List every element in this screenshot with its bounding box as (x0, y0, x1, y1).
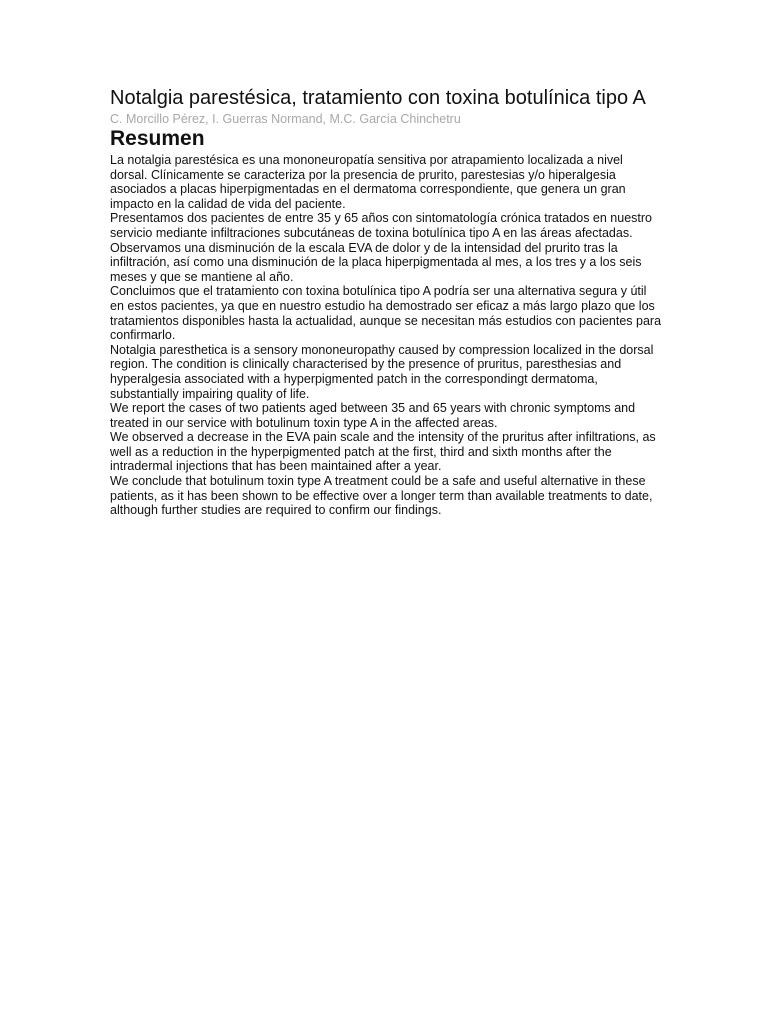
abstract-paragraph: Notalgia paresthetica is a sensory mononeuropathy caused by compression localized in the dorsal region. The condition is clinically characterised by the presence of pruritus, paresthesias and hyperalgesia associated with a hyperpigmented patch in the correspondingt dermatoma, substantially impairing quality of life. (110, 342, 654, 401)
document (110, 86, 662, 518)
abstract-paragraph: We observed a decrease in the EVA pain scale and the intensity of the pruritus after infiltrations, as well as a reduction in the hyperpigmented patch at the first, third and sixth months after the intradermal injections that has been maintained after a year. (110, 430, 656, 474)
document-title: Notalgia parestésica, tratamiento con toxina botulínica tipo A (110, 87, 646, 109)
section-heading-resumen: Resumen (110, 127, 205, 150)
abstract-paragraph: We report the cases of two patients aged between 35 and 65 years with chronic symptoms and treated in our service with botulinum toxin type A in the affected areas. (110, 401, 636, 430)
abstract-paragraph: We conclude that botulinum toxin type A treatment could be a safe and useful alternative in these patients, as it has been shown to be effective over a longer term than available treatments to date, although further studies are required to confirm our findings. (110, 474, 653, 518)
abstract-paragraph: Concluimos que el tratamiento con toxina botulínica tipo A podría ser una alternativa segura y útil en estos pacientes, ya que en nuestro estudio ha demostrado ser eficaz a más largo plazo que los tratamientos disponibles hasta la actualidad, aunque se necesitan más estudios con pacientes para confirmarlo. (110, 284, 662, 343)
abstract-paragraph: Presentamos dos pacientes de entre 35 y 65 años con sintomatología crónica tratados en nuestro servicio mediante infiltraciones subcutáneas de toxina botulínica tipo A en las áreas afectadas. (110, 211, 652, 240)
abstract-paragraph: La notalgia parestésica es una mononeuropatía sensitiva por atrapamiento localizada a nivel dorsal. Clínicamente se caracteriza por la presencia de prurito, parestesias y/o hiperalgesia asociados a placas hiperpigmentadas en el dermatoma correspondiente, que genera un gran impacto en la calidad de vida del paciente. (110, 153, 626, 211)
author-list: C. Morcillo Pérez, I. Guerras Normand, M.C. García Chinchetru (110, 112, 461, 126)
abstract-paragraph: Observamos una disminución de la escala EVA de dolor y de la intensidad del prurito tras la infiltración, así como una disminución de la placa hiperpigmentada al mes, a los tres y a los seis meses y que se mantiene al año. (110, 240, 642, 284)
